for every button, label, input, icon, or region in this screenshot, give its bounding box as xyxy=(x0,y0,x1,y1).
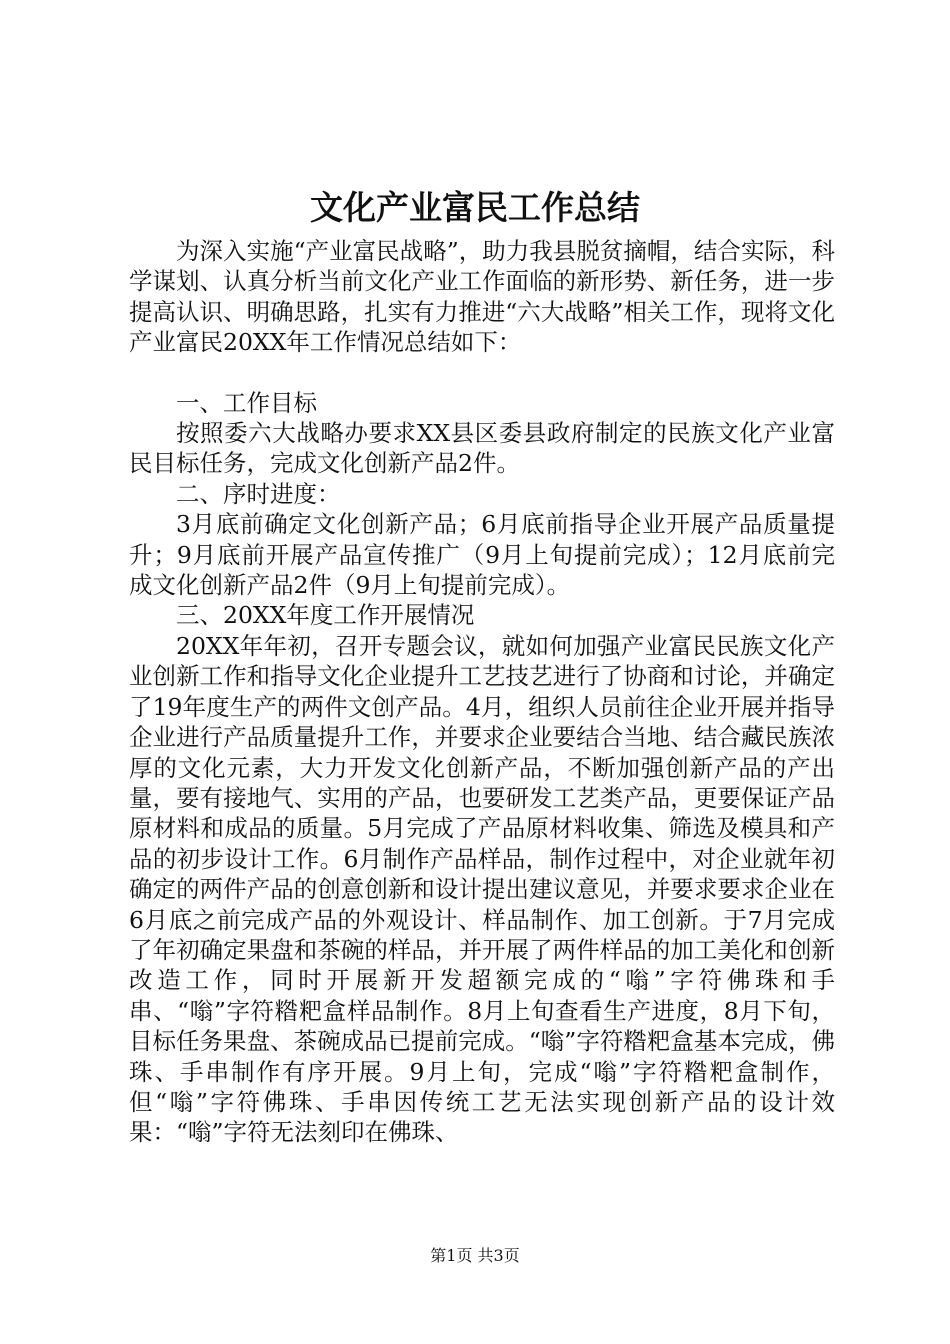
schedule-paragraph: 3月底前确定文化创新产品；6月底前指导企业开展产品质量提升；9月底前开展产品宣传推广（9月上旬提前完成）；12月底前完成文化创新产品2件（9月上旬提前完成）。 xyxy=(129,510,835,600)
intro-paragraph: 为深入实施“产业富民战略”，助力我县脱贫摘帽，结合实际，科学谋划、认真分析当前文化产业工作面临的新形势、新任务，进一步提高认识、明确思路，扎实有力推进“六大战略”相关工作，现将文化产业富民20XX年工作情况总结如下： xyxy=(129,237,835,357)
page-footer: 第1页 共3页 xyxy=(430,1246,520,1265)
section-heading-schedule: 二、序时进度： xyxy=(176,479,341,508)
document-title: 文化产业富民工作总结 xyxy=(310,188,640,227)
document-body xyxy=(129,236,835,1148)
progress-paragraph: 20XX年年初，召开专题会议，就如何加强产业富民民族文化产业创新工作和指导文化企业提升工艺技艺进行了协商和讨论，并确定了19年度生产的两件文创产品。4月，组织人员前往企业开展并指导企业进行产品质量提升工作，并要求企业要结合当地、结合藏民族浓厚的文化元素，大力开发文化创新产品，不断加强创新产品的产出量，要有接地气、实用的产品，也要研发工艺类产品，更要保证产品原材料和成品的质量。5月完成了产品原材料收集、筛选及模具和产品的初步设计工作。6月制作产品样品，制作过程中，对企业就年初确定的两件产品的创意创新和设计提出建议意见，并要求要求企业在6月底之前完成产品的外观设计、样品制作、加工创新。于7月完成了年初确定果盘和茶碗的样品，并开展了两件样品的加工美化和创新改造工作，同时开展新开发超额完成的“嗡”字符佛珠和手串、“嗡”字符糌粑盒样品制作。8月上旬查看生产进度，8月下旬，目标任务果盘、茶碗成品已提前完成。“嗡”字符糌粑盒基本完成，佛珠、手串制作有序开展。9月上旬，完成“嗡”字符糌粑盒制作，但“嗡”字符佛珠、手串因传统工艺无法实现创新产品的设计效果：“嗡”字符无法刻印在佛珠、 xyxy=(129,631,835,1147)
section-heading-goals: 一、工作目标 xyxy=(176,388,317,417)
section-heading-progress: 三、20XX年度工作开展情况 xyxy=(176,601,475,630)
goals-paragraph: 按照委六大战略办要求XX县区委县政府制定的民族文化产业富民目标任务，完成文化创新产品2件。 xyxy=(129,419,835,478)
